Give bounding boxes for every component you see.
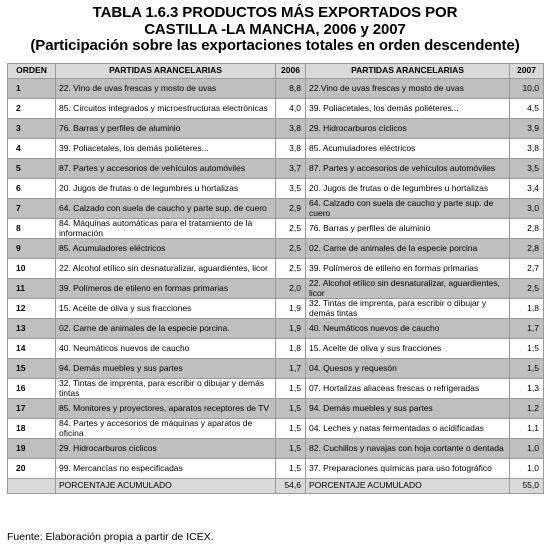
- item-2006-cell: 32. Tintas de imprenta, para escribir o dibujar y demás tintas: [56, 379, 276, 399]
- value-2006-cell: 1,9: [276, 299, 306, 319]
- value-2007-cell: 3,8: [510, 139, 544, 159]
- table-row: [8, 339, 544, 359]
- order-cell: 7: [8, 199, 56, 219]
- item-2007-cell: 87. Partes y accesorios de vehículos automóviles: [306, 159, 510, 179]
- table-row: [8, 119, 544, 139]
- table-row: [8, 439, 544, 459]
- table-header-row: [8, 64, 544, 79]
- value-2006-cell: 1,5: [276, 399, 306, 419]
- item-2007-cell: 64. Calzado con suela de caucho y parte sup. de cuero: [306, 199, 510, 219]
- value-2006-cell: 2,5: [276, 219, 306, 239]
- item-2006-cell: 02. Carne de animales de la especie porcina.: [56, 319, 276, 339]
- item-2007-cell: 37. Preparaciones químicas para uso fotográfico: [306, 459, 510, 479]
- item-2007-cell: 29. Hidrocarburos cíclicos: [306, 119, 510, 139]
- item-2007-cell: 32. Tintas de imprenta, para escribir o dibujar y demás tintas: [306, 299, 510, 319]
- header-orden: ORDEN: [8, 64, 56, 79]
- value-2007-cell: 3,9: [510, 119, 544, 139]
- value-2007-cell: 1,7: [510, 319, 544, 339]
- order-cell: 4: [8, 139, 56, 159]
- value-2007-cell: 4,5: [510, 99, 544, 119]
- item-2007-cell: 07. Hortalizas aliaceas frescas o refrigeradas: [306, 379, 510, 399]
- value-2007-cell: 2,8: [510, 239, 544, 259]
- value-2006-cell: 2,9: [276, 199, 306, 219]
- value-2007-cell: 1,5: [510, 359, 544, 379]
- exports-table: [7, 63, 544, 494]
- value-2006-cell: 3,8: [276, 139, 306, 159]
- table-row: [8, 239, 544, 259]
- value-2006-cell: 1,5: [276, 379, 306, 399]
- total-value-2006: 54,6: [276, 479, 306, 494]
- table-title: [0, 0, 550, 55]
- value-2007-cell: 1,1: [510, 419, 544, 439]
- item-2006-cell: 29. Hidrocarburos cíclicos: [56, 439, 276, 459]
- item-2007-cell: 22. Alcohol etílico sin desnaturalizar, aguardientes, licor: [306, 279, 510, 299]
- item-2007-cell: 02. Carne de animales de la especie porcina: [306, 239, 510, 259]
- item-2006-cell: 22. Alcohol etílico sin desnaturalizar, aguardientes, licor: [56, 259, 276, 279]
- item-2007-cell: 04. Leches y natas fermentadas o acidificadas: [306, 419, 510, 439]
- item-2006-cell: 85. Monitores y proyectores, aparatos receptores de TV: [56, 399, 276, 419]
- table-row: [8, 459, 544, 479]
- value-2006-cell: 3,7: [276, 159, 306, 179]
- order-cell: 6: [8, 179, 56, 199]
- table-row: [8, 79, 544, 99]
- table-row: [8, 139, 544, 159]
- item-2007-cell: 04. Quesos y requesón: [306, 359, 510, 379]
- table-row: [8, 299, 544, 319]
- order-cell: 18: [8, 419, 56, 439]
- source-note: Fuente: Elaboración propia a partir de ICEX.: [7, 531, 214, 543]
- order-cell: 14: [8, 339, 56, 359]
- order-cell: 20: [8, 459, 56, 479]
- item-2006-cell: 20. Jugos de frutas o de legumbres u hortalizas: [56, 179, 276, 199]
- order-cell: 12: [8, 299, 56, 319]
- order-cell: 2: [8, 99, 56, 119]
- item-2006-cell: 94. Demás muebles y sus partes: [56, 359, 276, 379]
- value-2006-cell: 1,8: [276, 339, 306, 359]
- item-2006-cell: 87. Partes y accesorios de vehículos automóviles: [56, 159, 276, 179]
- order-cell: 19: [8, 439, 56, 459]
- value-2006-cell: 1,7: [276, 359, 306, 379]
- value-2007-cell: 2,7: [510, 259, 544, 279]
- total-row: [8, 479, 544, 494]
- item-2006-cell: 39. Poliacetales, los demás poliéteres...: [56, 139, 276, 159]
- title-line-2: CASTILLA -LA MANCHA, 2006 y 2007: [144, 20, 406, 38]
- table-row: [8, 279, 544, 299]
- value-2007-cell: 3,5: [510, 159, 544, 179]
- table-row: [8, 419, 544, 439]
- order-cell: 8: [8, 219, 56, 239]
- table-row: [8, 319, 544, 339]
- item-2007-cell: 15. Aceite de oliva y sus fracciones: [306, 339, 510, 359]
- order-cell: 15: [8, 359, 56, 379]
- header-partidas-2006: PARTIDAS ARANCELARIAS: [56, 64, 276, 79]
- order-cell: 3: [8, 119, 56, 139]
- item-2006-cell: 99. Mercancías no especificadas: [56, 459, 276, 479]
- value-2007-cell: 1,2: [510, 399, 544, 419]
- value-2007-cell: 3,0: [510, 199, 544, 219]
- table-body: [8, 79, 544, 479]
- header-year-2007: 2007: [510, 64, 544, 79]
- total-label-2006: PORCENTAJE ACUMULADO: [56, 479, 276, 494]
- value-2007-cell: 1,3: [510, 379, 544, 399]
- order-cell: 1: [8, 79, 56, 99]
- item-2006-cell: 84. Partes y accesorios de máquinas y aparatos de oficina: [56, 419, 276, 439]
- value-2006-cell: 1,5: [276, 439, 306, 459]
- item-2007-cell: 85. Acumuladores eléctricos: [306, 139, 510, 159]
- item-2006-cell: 40. Neumáticos nuevos de caucho: [56, 339, 276, 359]
- item-2007-cell: 39. Poliacetales, los demás poliéteres...: [306, 99, 510, 119]
- value-2006-cell: 3,5: [276, 179, 306, 199]
- value-2006-cell: 4,0: [276, 99, 306, 119]
- order-cell: 10: [8, 259, 56, 279]
- table-row: [8, 99, 544, 119]
- value-2006-cell: 2,5: [276, 239, 306, 259]
- total-label-2007: PORCENTAJE ACUMULADO: [306, 479, 510, 494]
- order-cell: 13: [8, 319, 56, 339]
- item-2007-cell: 82. Cuchillos y navajas con hoja cortante o dentada: [306, 439, 510, 459]
- item-2007-cell: 39. Polímeros de etileno en formas primarias: [306, 259, 510, 279]
- item-2006-cell: 15. Aceite de oliva y sus fracciones: [56, 299, 276, 319]
- item-2006-cell: 85. Acumuladores eléctricos: [56, 239, 276, 259]
- value-2007-cell: 1,0: [510, 459, 544, 479]
- total-empty-cell: [8, 479, 56, 494]
- table-row: [8, 199, 544, 219]
- table-row: [8, 179, 544, 199]
- order-cell: 5: [8, 159, 56, 179]
- header-year-2006: 2006: [276, 64, 306, 79]
- item-2006-cell: 76. Barras y perfiles de aluminio: [56, 119, 276, 139]
- item-2006-cell: 85. Circuitos integrados y microestructuras electrónicas: [56, 99, 276, 119]
- table-row: [8, 399, 544, 419]
- value-2007-cell: 1,5: [510, 339, 544, 359]
- table-row: [8, 379, 544, 399]
- value-2006-cell: 2,5: [276, 259, 306, 279]
- item-2006-cell: 39. Polímeros de etileno en formas primarias: [56, 279, 276, 299]
- item-2007-cell: 20. Jugos de frutas o de legumbres u hortalizas: [306, 179, 510, 199]
- item-2007-cell: 94. Demás muebles y sus partes: [306, 399, 510, 419]
- value-2007-cell: 2,8: [510, 219, 544, 239]
- table-row: [8, 159, 544, 179]
- value-2006-cell: 3,8: [276, 119, 306, 139]
- value-2006-cell: 2,0: [276, 279, 306, 299]
- value-2007-cell: 10,0: [510, 79, 544, 99]
- order-cell: 17: [8, 399, 56, 419]
- item-2006-cell: 64. Calzado con suela de caucho y parte sup. de cuero: [56, 199, 276, 219]
- value-2007-cell: 3,4: [510, 179, 544, 199]
- title-line-3: (Participación sobre las exportaciones totales en orden descendente): [30, 37, 520, 54]
- value-2006-cell: 1,5: [276, 419, 306, 439]
- value-2006-cell: 1,9: [276, 319, 306, 339]
- value-2007-cell: 1,8: [510, 299, 544, 319]
- value-2007-cell: 2,5: [510, 279, 544, 299]
- value-2006-cell: 1,5: [276, 459, 306, 479]
- order-cell: 11: [8, 279, 56, 299]
- item-2007-cell: 22.Vino de uvas frescas y mosto de uvas: [306, 79, 510, 99]
- table-row: [8, 259, 544, 279]
- item-2007-cell: 40. Neumáticos nuevos de caucho: [306, 319, 510, 339]
- item-2006-cell: 22. Vino de uvas frescas y mosto de uvas: [56, 79, 276, 99]
- item-2006-cell: 84. Máquinas automáticas para el tratamiento de la información: [56, 219, 276, 239]
- item-2007-cell: 76. Barras y perfiles de aluminio: [306, 219, 510, 239]
- header-partidas-2007: PARTIDAS ARANCELARIAS: [306, 64, 510, 79]
- order-cell: 16: [8, 379, 56, 399]
- table-row: [8, 359, 544, 379]
- table-row: [8, 219, 544, 239]
- total-value-2007: 55,0: [510, 479, 544, 494]
- order-cell: 9: [8, 239, 56, 259]
- value-2006-cell: 8,8: [276, 79, 306, 99]
- value-2007-cell: 1,0: [510, 439, 544, 459]
- title-line-1: TABLA 1.6.3 PRODUCTOS MÁS EXPORTADOS POR: [92, 4, 458, 21]
